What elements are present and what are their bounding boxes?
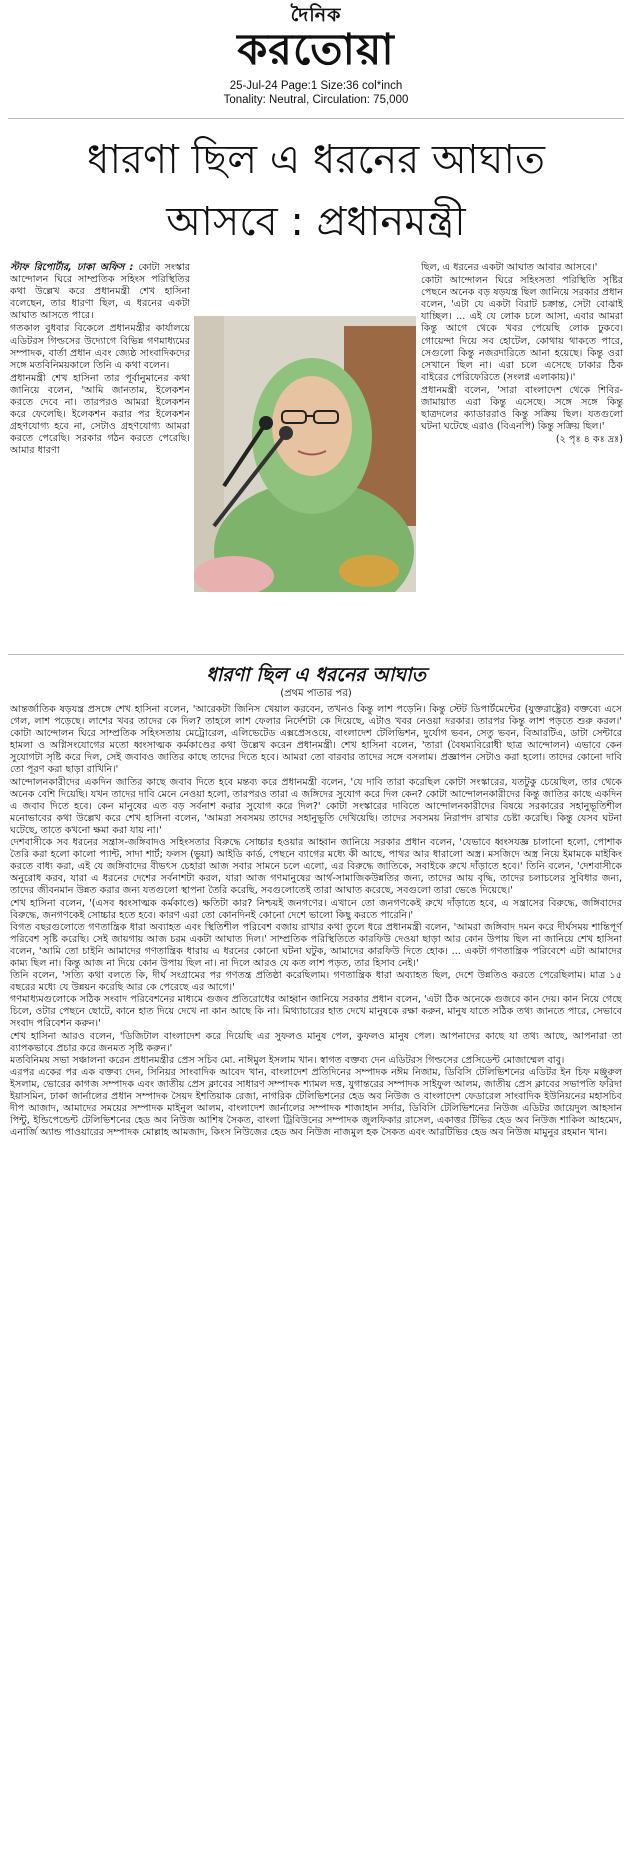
- masthead: [0, 4, 632, 74]
- lead-column-right: [421, 262, 623, 447]
- continuation-title: ধারণা ছিল এ ধরনের আঘাত: [206, 664, 426, 686]
- headline-line2: আসবে : প্রধানমন্ত্রী: [166, 199, 466, 245]
- masthead-small: দৈনিক: [290, 4, 342, 26]
- lead-para-6: প্রধানমন্ত্রী বলেন, 'সারা বাংলাদেশ থেকে শিবির-জামায়াত এরা কিন্তু এসেছে। সঙ্গে সঙ্গে কিন্তু ছাত্রদলের ক্যাডাররাও কিন্তু সক্রিয় ছিল। যতগুলো ঘটনা ঘটেছে এরাও (বিএনপি) কিন্তু সক্রিয় ছিল।': [421, 384, 623, 433]
- lead-column-left: [10, 262, 190, 459]
- continuation-para-1: আন্তর্জাতিক ষড়যন্ত্র প্রসঙ্গে শেখ হাসিনা বলেন, 'আরেকটা জিনিস খেয়াল করবেন, তখনও কিন্তু লাশ পড়েনি। কিন্তু স্টেট ডিপার্টমেন্টের (যুক্তরাষ্ট্রের) বক্তব্যে এসে গেল, লাশ পড়েছে। লাশের খবর তাদের কে দিল? তাহলে লাশ ফেলার নির্দেশটা কে দিয়েছে, এটাও খবর নেওয়া দরকার। তারপর কিন্তু লাশ পড়তে শুরু করল।' কোটা আন্দোলন ঘিরে সাম্প্রতিক সহিংসতায় মেট্রোরেল, এলিভেটেড এক্সপ্রেসওয়ে, বাংলাদেশ টেলিভিশন, দুর্যোগ ভবন, সেতু ভবন, বিআরটিএ, ডাটা সেন্টারে হামলা ও অগ্নিসংযোগের মতো ধ্বংসাত্মক কর্মকাণ্ডের কথা উল্লেখ করেন প্রধানমন্ত্রী। শেখ হাসিনা বলেন, 'তারা (বৈষম্যবিরোধী ছাত্র আন্দোলন) এভাবে কেন সুযোগটা সৃষ্টি করে দিল, সেই জবাবও জাতির কাছে তাদের দিতে হবে। আমরা তো বারবার তাদের সঙ্গে বসলাম। প্রজ্ঞাপন সেটাও করা হলো। তাদের কোনো দাবি তো পূরণ করা ছাড়া রাখিনি।': [10, 704, 622, 776]
- prime-minister-photo: [194, 316, 416, 592]
- masthead-title: করতোয়া: [237, 25, 395, 75]
- continuation-para-7: গণমাধ্যমগুলোকে সঠিক সংবাদ পরিবেশনের মাধ্যমে গুজব প্রতিরোধের আহ্বান জানিয়ে সরকার প্রধান বলেন, 'এটা ঠিক অনেকে গুজবে কান দেয়। কান নিয়ে গেছে চিলে, ওটার পেছনে ছোটে, কানে হাত দিয়ে দেখে না কান আছে কি না। মিথ্যাচারের হাত দেখে মানুষকে রক্ষা করুন, মানুষ যাতে সঠিক তথ্য জানতে পারে, সেভাবে সংবাদ পরিবেশন করুন।': [10, 994, 622, 1030]
- continuation-note: (প্রথম পাতার পর): [280, 688, 352, 699]
- top-divider: [8, 118, 624, 119]
- byline: স্টাফ রিপোর্টার, ঢাকা অফিস :: [10, 262, 134, 273]
- continuation-para-8: শেখ হাসিনা আরও বলেন, 'ডিজিটাল বাংলাদেশ করে দিয়েছি এর সুফলও মানুষ পেল, কুফলও মানুষ পেল। আপনাদের কাছে যা তথ্য আছে, আপনারা তা ব্যাপকভাবে প্রচার করে জনমত সৃষ্টি করুন।': [10, 1030, 622, 1054]
- section-divider: [8, 654, 624, 655]
- jump-note: (২ পৃঃ ৪ কঃ দ্রঃ): [555, 434, 623, 446]
- continuation-body: [10, 704, 622, 1139]
- headline-line1: ধারণা ছিল এ ধরনের আঘাত: [87, 137, 545, 183]
- continuation-para-5: বিগত বছরগুলোতে গণতান্ত্রিক ধারা অব্যাহত এবং স্থিতিশীল পরিবেশ বজায় রাখার কথা তুলে ধরে প্রধানমন্ত্রী বলেন, 'আমরা জঙ্গিবাদ দমন করে দীর্ঘসময় শান্তিপূর্ণ পরিবেশ সৃষ্টি করেছি। সেই জায়গায় আজ চরম একটা আঘাত দিল।' সাম্প্রতিক পরিস্থিতিতে কারফিউ দেওয়া ছাড়া আর কোন উপায় ছিল না জানিয়ে শেখ হাসিনা বলেন, 'আমি তো চাইনি আমাদের গণতান্ত্রিক ধারায় এ ধরনের কোনো ঘটনা ঘটুক, আমাদের কারফিউ দিতে হোক। ... একটা গণতান্ত্রিক পরিবেশে এটা আমাদের কাম্য ছিল না। কিন্তু আজ না দিয়ে কোন উপায় ছিল না। না দিলে আরও যে কত লাশ পড়ত, তার হিসাব নেই।': [10, 921, 622, 969]
- clip-meta-line2: Tonality: Neutral, Circulation: 75,000: [223, 94, 409, 106]
- portrait-image: [194, 316, 416, 592]
- lead-para-5: কোটা আন্দোলন ঘিরে সহিংসতা পরিস্থিতি সৃষ্টির পেছনে অনেক বড় ষড়যন্ত্র ছিল জানিয়ে সরকার প্রধান বলেন, 'এটা যে একটা বিরাট চক্রান্ত, সেটা বোঝাই যাচ্ছিল। ... এই যে লোক চলে আসা, এবার আমরা কিন্তু আগে থেকে খবর পেয়েছি লোক ঢুকবে। গোয়েন্দা দিয়ে সব হোটেল, কোথায় থাকতে পারে, সেগুলো কিন্তু নজরদারিতে আনা হয়েছে। কিন্তু ওরা সেখানে ছিল না। এরা চলে এসেছে ঢাকার ঠিক বাইরের পেরিফেরিতে (সংলগ্ন এলাকায়)।': [421, 275, 623, 383]
- continuation-para-9: মতবিনিময় সভা সঞ্চালনা করেন প্রধানমন্ত্রীর প্রেস সচিব মো. নাঈমুল ইসলাম খান। স্বাগত বক্তব্য দেন এডিটরস গিল্ডসের প্রেসিডেন্ট মোজাম্মেল বাবু।: [10, 1054, 565, 1066]
- lead-para-3: প্রধানমন্ত্রী শেখ হাসিনা তার পূর্বানুমানের কথা জানিয়ে বলেন, 'আমি জানতাম, ইলেকশন করতে দেবে না। তারপরও আমরা ইলেকশন করে ফেলেছি। ইলেকশন করার পর ইলেকশন গ্রহণযোগ্য হবে না, সেটাও গ্রহণযোগ্য আমরা করতে পেরেছি। সরকার গঠন করতে পেরেছি। আমার ধারণা: [10, 372, 190, 457]
- lead-para-2: গতকাল বুধবার বিকেলে প্রধানমন্ত্রীর কার্যালয়ে এডিটরস গিল্ডসের উদ্যোগে বিভিন্ন গণমাধ্যমের সম্পাদক, বার্তা প্রধান এবং জ্যেষ্ঠ সাংবাদিকদের সঙ্গে মতবিনিময়কালে তিনি এ কথা বলেন।: [10, 323, 190, 371]
- continuation-para-4: শেখ হাসিনা বলেন, '(এসব ধ্বংসাত্মক কর্মকাণ্ডে) ক্ষতিটা কার? নিশ্চয়ই জনগণের। এখানে তো জনগণকেই রুখে দাঁড়াতে হবে, এ সন্ত্রাসের বিরুদ্ধে, জঙ্গিবাদের বিরুদ্ধে, জনগণকেই সোচ্চার হতে হবে। কারণ এরা তো কোনদিনই কোনো দেশে ভালো কিছু করতে পারেনি।': [10, 897, 622, 921]
- clip-meta-line1: 25-Jul-24 Page:1 Size:36 col*inch: [229, 80, 403, 92]
- lead-para-1: কোটা সংস্কার আন্দোলন ঘিরে সাম্প্রতিক সহিংস পরিস্থিতির কথা উল্লেখ করে প্রধানমন্ত্রী শেখ হাসিনা বলেছেন, তার ধারণা ছিল, এ ধরনের একটা আঘাত আসতে পারে।: [10, 262, 191, 322]
- continuation-para-10: এরপর একের পর এক বক্তব্য দেন, সিনিয়র সাংবাদিক আবেদ খান, বাংলাদেশ প্রতিদিনের সম্পাদক নঈম নিজাম, ডিবিসি টেলিভিশনের এডিটর ইন চিফ মঞ্জুরুল ইসলাম, ভোরের কাগজ সম্পাদক এবং জাতীয় প্রেস ক্লাবের সাধারণ সম্পাদক শ্যামল দত্ত, যুগান্তরের সম্পাদক সাইফুল আলম, জাতীয় প্রেস ক্লাবের সভাপতি ফরিদা ইয়াসমিন, ঢাকা জার্নালের প্রধান সম্পাদক সৈয়দ ইশতিয়াক রেজা, নাগরিক টেলিভিশনের হেড অব নিউজ ও বাংলাদেশ ফেডারেল সাংবাদিক ইউনিয়নের মহাসচিব দীপ আজাদ, আমাদের সময়ের সম্পাদক মাইনুল আলম, বাংলাদেশ জার্নালের সম্পাদক শাজাহান সর্দার, ডিবিসি টেলিভিশনের নিউজ এডিটর জায়েদুল আহসান পিন্টু, ইন্ডিপেন্ডেন্ট টেলিভিশনের হেড অব নিউজ আশিষ সৈকত, বাংলা ট্রিবিউনের সম্পাদক জুলফিকার রাসেল, একাত্তর টিভির হেড অব নিউজ শাকিল আহমেদ, এনার্জি অ্যান্ড পাওয়ারের সম্পাদক মোল্লাহ আমজাদ, কিংস নিউজের হেড অব নিউজ নাজমুল হক সৈকত এবং আরটিভির হেড অব নিউজ মামুনুর রহমান খান।: [10, 1066, 622, 1139]
- lead-para-4: ছিল, এ ধরনের একটা আঘাত আবার আসবে।': [421, 262, 598, 273]
- continuation-para-2: আন্দোলনকারীদের একদিন জাতির কাছে জবাব দিতে হবে মন্তব্য করে প্রধানমন্ত্রী বলেন, 'যে দাবি তারা করেছিল কোটা সংস্কারের, যতটুকু চেয়েছিল, তার থেকে অনেক বেশি দিয়েছি। যখন তাদের দাবি মেনে নেওয়া হলো, তারপরও তারা এ জঙ্গিদের সুযোগ করে দিল কেন? কোটা আন্দোলনকারীদের কিন্তু জাতির কাছে একদিন এ জবাব দিতে হবে। কেন মানুষের এত বড় সর্বনাশ করার সুযোগ করে দিল?' কোটা সংস্কারের দাবিতে আন্দোলনকারীদের বিষয়ে সরকারের সহানুভূতিশীল মনোভাবের কথা উল্লেখ করে শেখ হাসিনা বলেন, 'আমরা সবসময় তাদের সহানুভূতি দেখিয়েছি। তাদের সবসময় নিরাপদ রাখার চেষ্টা করেছি। কিন্তু যেসব ঘটনা ঘটেছে, তাতে কখনো ক্ষমা করা যায় না।': [10, 776, 622, 836]
- continuation-para-3: দেশবাসীকে সব ধরনের সন্ত্রাস-জঙ্গিবাদও সহিংসতার বিরুদ্ধে সোচ্চার হওয়ার আহ্বান জানিয়ে সরকার প্রধান বলেন, 'যেভাবে ধ্বংসযজ্ঞ চালানো হলো, পোশাক তৈরি করা হলো কালো প্যান্ট, সাদা শার্ট; ফলস (ভুয়া) আইডি কার্ড, পেছনে ব্যাগের মধ্যে কী আছে, পাথর আর ধারালো অস্ত্র। মসজিদে অস্ত্র নিয়ে ইমামকে মাইকিং করতে বাধ্য করা, এই যে জঙ্গিবাদের বীভৎস চেহারা আজ সবার সামনে চলে এলো, এর বিরুদ্ধে জাতিকে, সবাইকে রুখে দাঁড়াতে হবে।' তিনি বলেন, 'দেশবাসীকে অনুরোধ করব, যারা এ ধরনের দেশের সর্বনাশটা করল, যারা আজ গণমানুষের আর্থ-সামাজিকউন্নতির জন্য, তাদের আয় বৃদ্ধি, তাদের চলাচলের সুবিধার জন্য, তাদের জীবনমান উন্নত করার জন্য যতগুলো স্থাপনা তৈরি করেছি, সবগুলোতেই তারা আঘাত করেছে, সবগুলো তারা ভেঙে দিয়েছে।': [10, 837, 622, 897]
- continuation-para-6: তিনি বলেন, 'সত্যি কথা বলতে কি, দীর্ঘ সংগ্রামের পর গণতন্ত্র প্রতিষ্ঠা করেছিলাম। গণতান্ত্রিক ধারা অব্যাহত ছিল, দেশে উন্নতিও করতে পেরেছিলাম। মাত্র ১৫ বছরের মধ্যে যে উন্নয়ন করেছি আর কে পেরেছে এর আগে।': [10, 970, 622, 994]
